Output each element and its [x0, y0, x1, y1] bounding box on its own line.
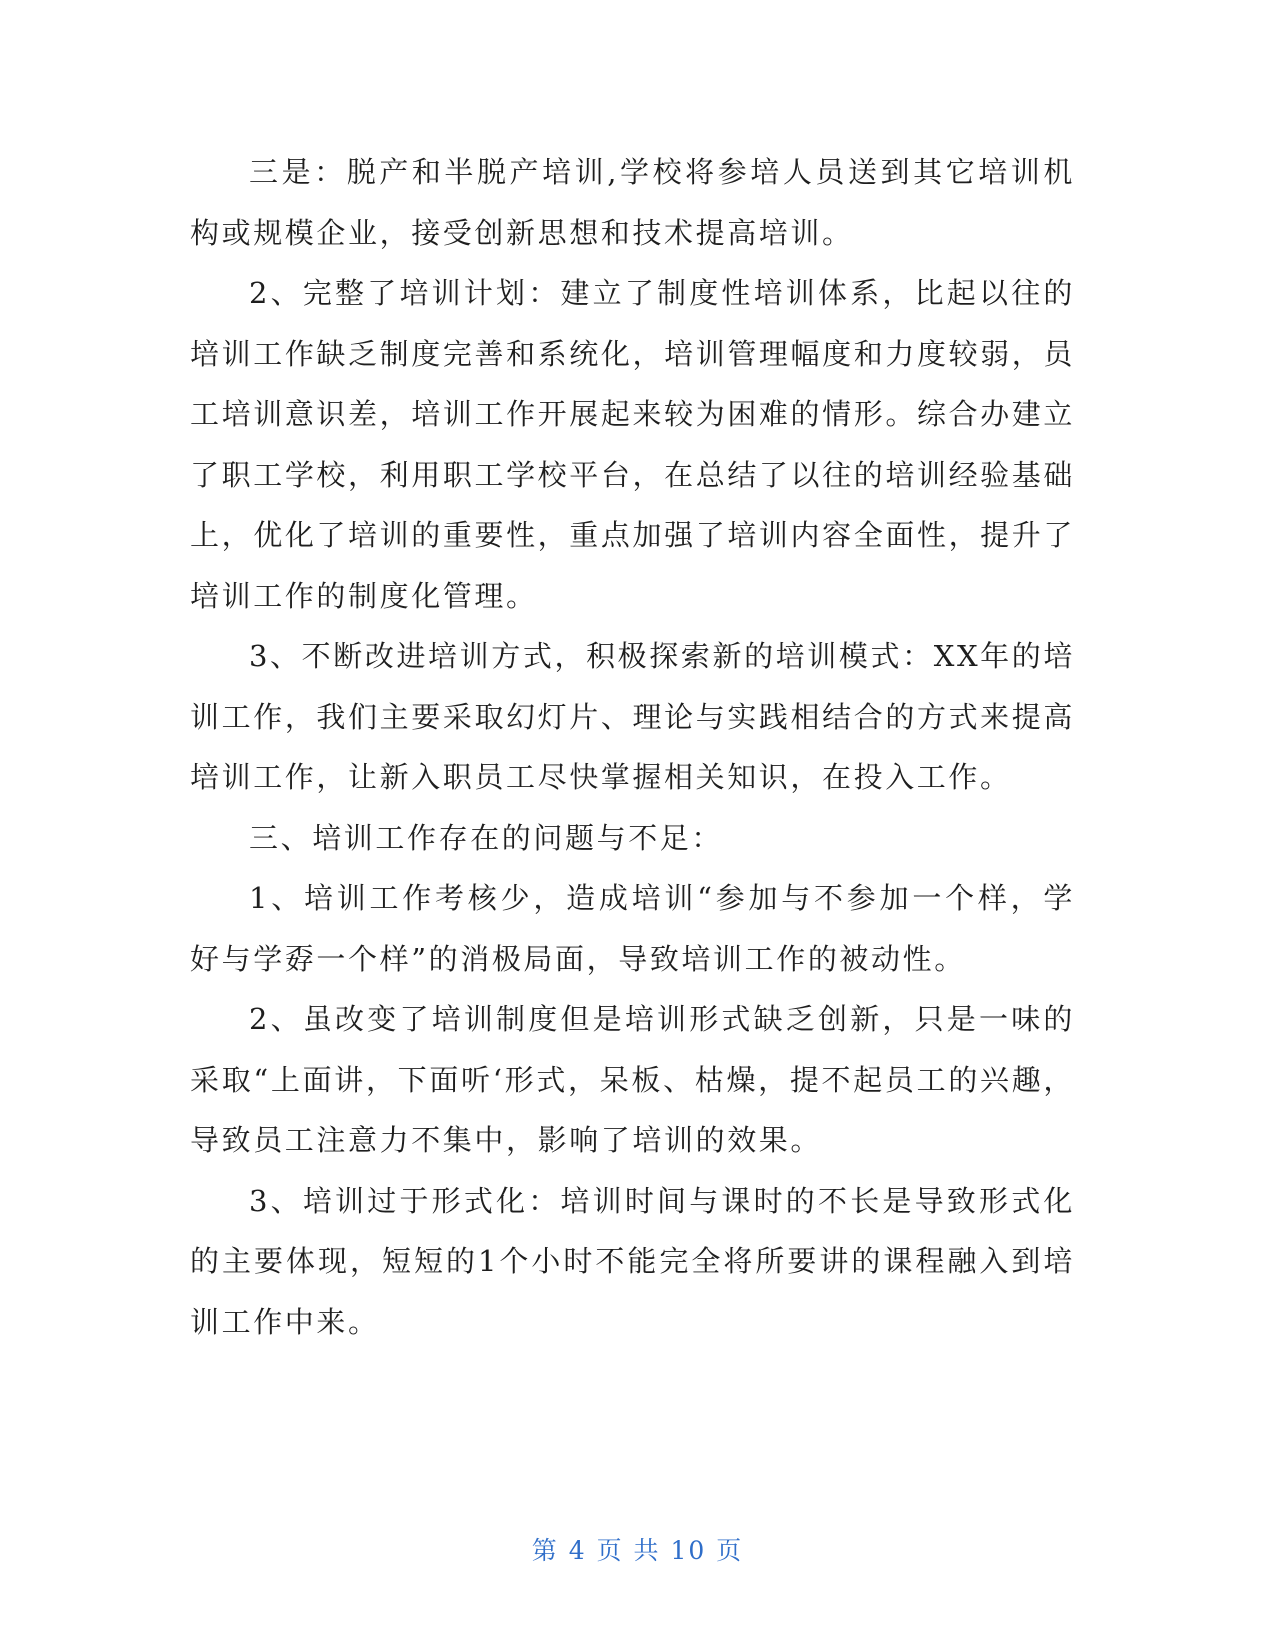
paragraph-offsite-training: 三是：脱产和半脱产培训,学校将参培人员送到其它培训机构或规模企业，接受创新思想和技术提高培训。: [190, 155, 1075, 250]
section-heading-problems: 三、培训工作存在的问题与不足：: [249, 820, 724, 855]
paragraph-training-plan: 2、完整了培训计划：建立了制度性培训体系，比起以往的培训工作缺乏制度完善和系统化，培训管理幅度和力度较弱，员工培训意识差，培训工作开展起来较为困难的情形。综合办建立了职工学校，利用职工学校平台，在总结了以往的培训经验基础上，优化了培训的重要性，重点加强了培训内容全面性，提升了培训工作的制度化管理。: [190, 276, 1075, 613]
document-body: [190, 142, 1075, 1352]
paragraph-problem-formality: 3、培训过于形式化：培训时间与课时的不长是导致形式化的主要体现，短短的1个小时不能完全将所要讲的课程融入到培训工作中来。: [190, 1183, 1075, 1339]
paragraph-problem-innovation: 2、虽改变了培训制度但是培训形式缺乏创新，只是一味的采取“上面讲，下面听‘形式，呆板、枯燥，提不起员工的兴趣，导致员工注意力不集中，影响了培训的效果。: [190, 1002, 1075, 1157]
paragraph-problem-assessment: 1、培训工作考核少，造成培训“参加与不参加一个样，学好与学孬一个样”的消极局面，导致培训工作的被动性。: [190, 881, 1075, 976]
paragraph-training-methods: 3、不断改进培训方式，积极探索新的培训模式：XX年的培训工作，我们主要采取幻灯片、理论与实践相结合的方式来提高培训工作，让新入职员工尽快掌握相关知识，在投入工作。: [190, 639, 1075, 794]
page-number-footer: 第 4 页 共 10 页: [531, 1536, 744, 1565]
